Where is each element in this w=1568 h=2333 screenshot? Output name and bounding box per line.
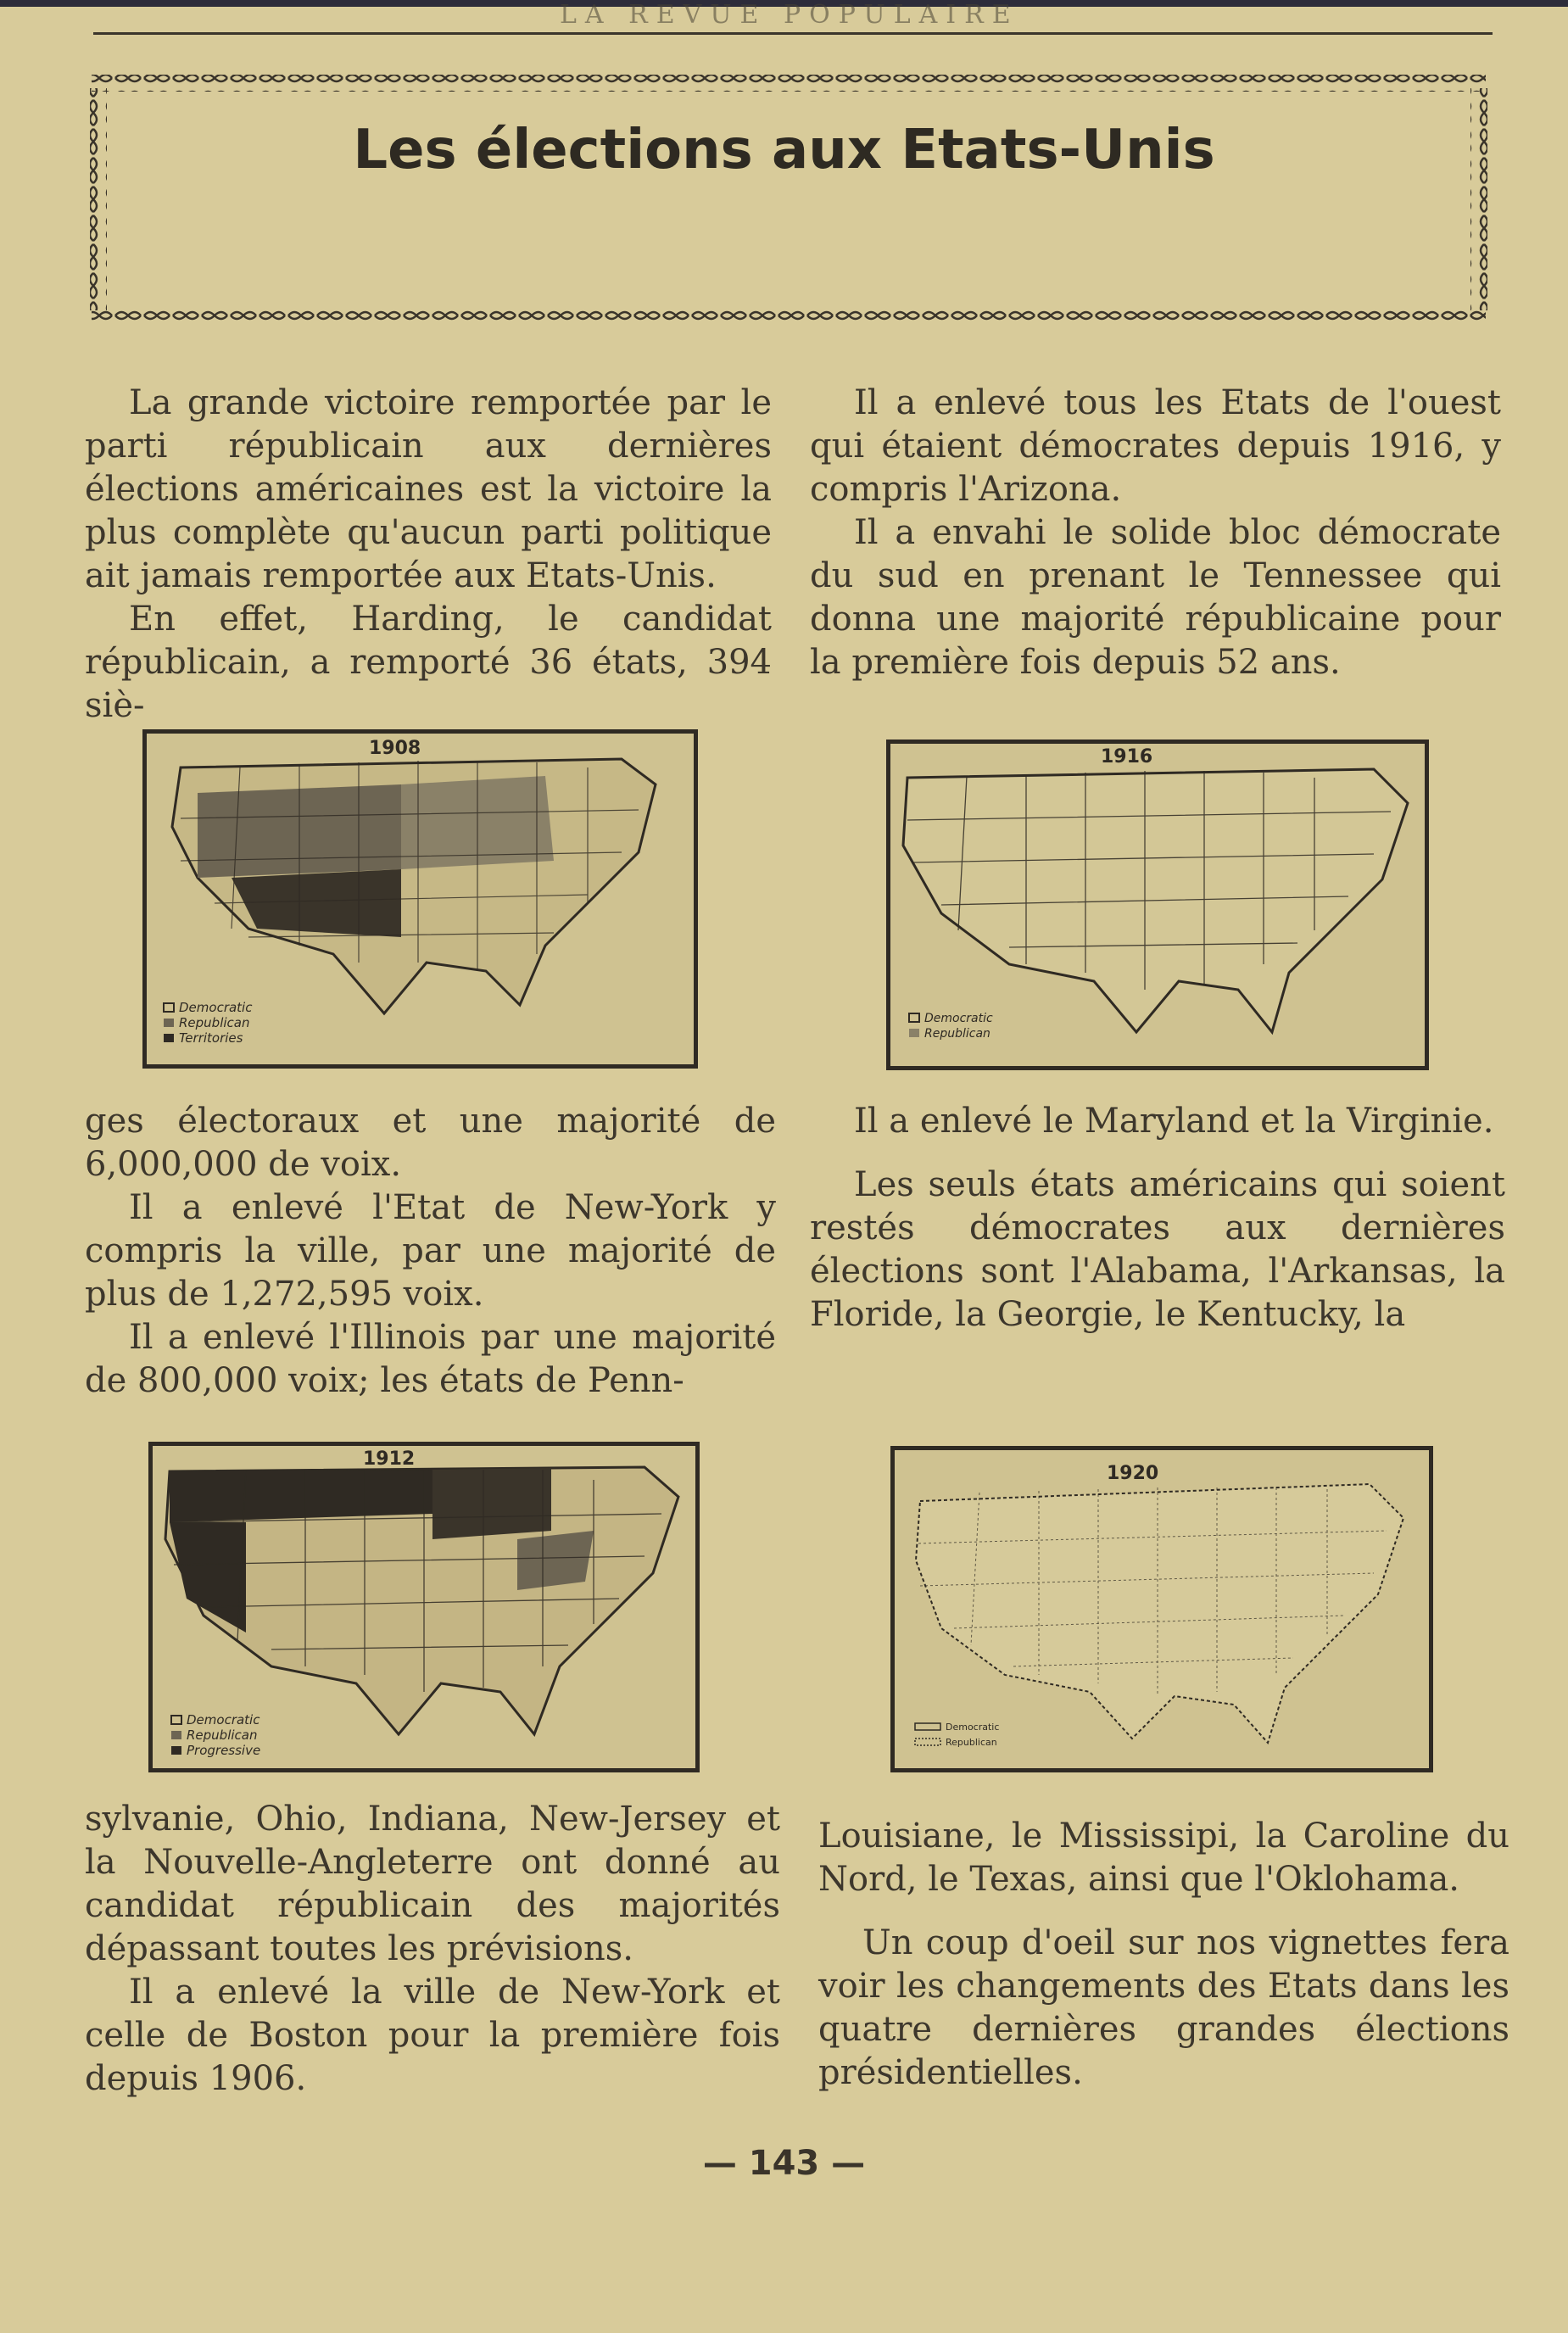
right-column-middle (810, 1100, 1505, 1337)
map-1912 (148, 1442, 700, 1772)
paragraph: La grande victoire remportée par le parti républicain aux dernières élections américaines est la victoire la plus complète qu'aucun parti politique ait jamais remportée aux Etats-Unis. (85, 383, 772, 595)
header-rule (93, 32, 1493, 35)
legend-label: Democratic (924, 1012, 993, 1025)
legend-label: Republican (924, 1027, 990, 1041)
right-column-top (810, 382, 1501, 684)
paragraph: Il a envahi le solide bloc démocrate du sud en prenant le Tennessee qui donna une majorité républicaine pour la première fois depuis 52 ans. (810, 513, 1501, 682)
map-year-label: 1908 (369, 738, 421, 759)
legend-label: Republican (179, 1015, 250, 1030)
legend-label: Republican (946, 1737, 997, 1748)
paragraph: Un coup d'oeil sur nos vignettes fera voir les changements des Etats dans les quatre dernières grandes élections présidentielles. (818, 1923, 1509, 2092)
legend-label: Territories (179, 1030, 243, 1046)
article-title: Les élections aux Etats-Unis (353, 119, 1215, 181)
page-number: — 143 — (702, 2144, 866, 2183)
map-year-label: 1916 (1101, 746, 1153, 767)
paragraph: Il a enlevé l'Etat de New-York y compris la ville, par une majorité de plus de 1,272,595 voix. (85, 1188, 776, 1314)
paragraph: sylvanie, Ohio, Indiana, New-Jersey et la Nouvelle-Angleterre ont donné au candidat républicain des majorités dépassant toutes les prévisions. (85, 1800, 780, 1968)
left-column-bottom (85, 1798, 780, 2101)
paragraph: En effet, Harding, le candidat républicain, a remporté 36 états, 394 siè- (85, 600, 772, 725)
paragraph: ges électoraux et une majorité de 6,000,000 de voix. (85, 1102, 776, 1184)
legend-label: Democratic (946, 1722, 1000, 1733)
title-ornament-frame (85, 70, 1493, 324)
map-year-label: 1912 (363, 1448, 416, 1470)
legend-label: Progressive (187, 1743, 261, 1758)
paragraph: Il a enlevé tous les Etats de l'ouest qui étaient démocrates depuis 1916, y compris l'Arizona. (810, 383, 1501, 509)
map-1916 (886, 740, 1429, 1070)
map-1908 (142, 729, 698, 1069)
legend-label: Democratic (179, 1000, 253, 1015)
left-column-middle (85, 1100, 776, 1403)
running-head: LA REVUE POPULAIRE (560, 0, 1019, 30)
paragraph: Il a enlevé l'Illinois par une majorité de 800,000 voix; les états de Penn- (85, 1318, 776, 1400)
paragraph: Louisiane, le Mississipi, la Caroline du Nord, le Texas, ainsi que l'Oklohama. (818, 1817, 1509, 1899)
legend-label: Republican (187, 1727, 258, 1743)
legend-label: Democratic (187, 1712, 260, 1727)
map-1920 (890, 1446, 1433, 1772)
paragraph: Les seuls états américains qui soient restés démocrates aux dernières élections sont l'Alabama, l'Arkansas, la Floride, la Georgie, le Kentucky, la (810, 1165, 1505, 1334)
right-column-bottom (818, 1815, 1509, 2095)
map-year-label: 1920 (1107, 1463, 1159, 1484)
paragraph: Il a enlevé la ville de New-York et celle de Boston pour la première fois depuis 1906. (85, 1973, 780, 2098)
left-column-top (85, 382, 772, 728)
paragraph: Il a enlevé le Maryland et la Virginie. (854, 1102, 1494, 1141)
